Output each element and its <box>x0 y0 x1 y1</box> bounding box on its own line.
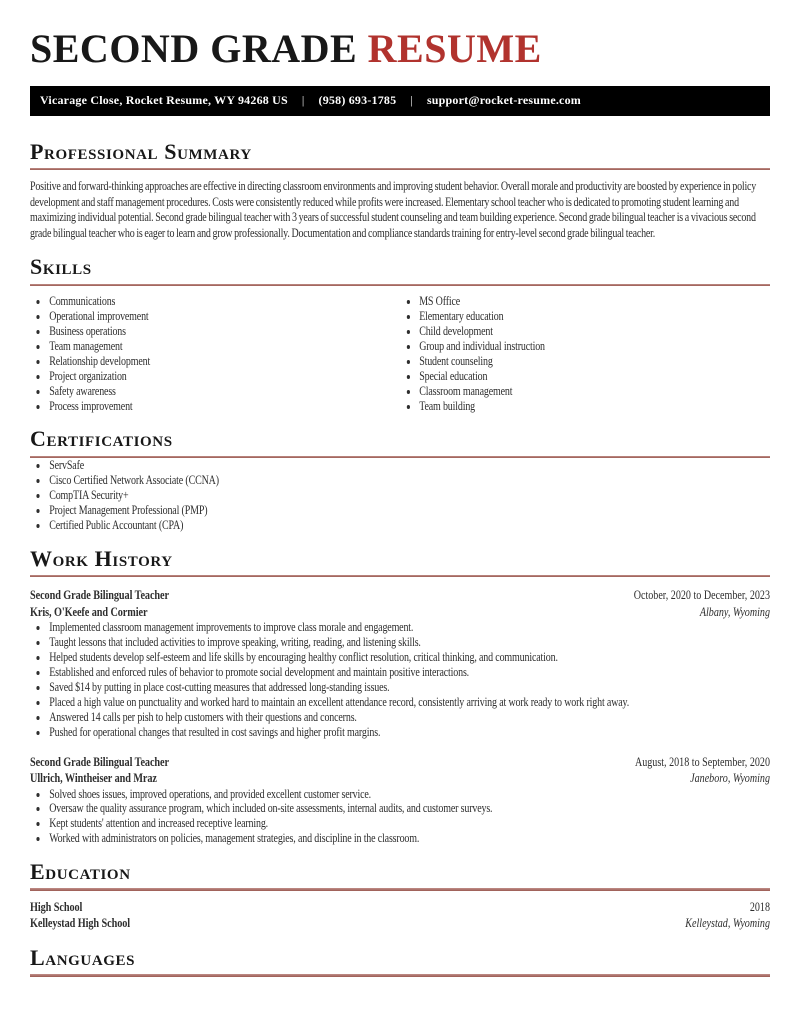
skill-item: • Team building <box>418 399 770 414</box>
heading-skills: Skills <box>30 254 92 280</box>
skill-item: • Business operations <box>48 324 400 339</box>
certification-item: • CompTIA Security+ <box>48 488 770 503</box>
contact-email: support@rocket-resume.com <box>426 93 581 108</box>
job-bullet: • Implemented classroom management improvements to improve class morale and engagement. <box>48 620 770 635</box>
skill-item: • Special education <box>418 369 770 384</box>
resume-title-accent: RESUME <box>367 26 542 71</box>
skills-columns <box>30 294 770 413</box>
job-bullet: • Worked with administrators on policies, management strategies, and discipline in the classroom. <box>48 831 770 846</box>
education-degree: High School <box>30 899 83 914</box>
job-bullet: • Helped students develop self-esteem and life skills by encouraging healthy conflict resolution, critical thinking, and communication. <box>48 650 770 665</box>
job-dates: August, 2018 to September, 2020 <box>634 754 770 769</box>
skill-item: • Group and individual instruction <box>418 339 770 354</box>
job-bullet: • Taught lessons that included activities to improve speaking, writing, reading, and listening skills. <box>48 635 770 650</box>
job-title: Second Grade Bilingual Teacher <box>30 588 169 603</box>
certification-item: • Cisco Certified Network Associate (CCNA) <box>48 473 770 488</box>
job-company: Kris, O'Keefe and Cormier <box>30 604 148 619</box>
job-title-row <box>30 587 770 604</box>
skill-item: • Safety awareness <box>48 384 400 399</box>
job-entry <box>30 754 770 847</box>
contact-separator: | <box>410 93 413 108</box>
section-divider <box>30 974 770 977</box>
job-title: Second Grade Bilingual Teacher <box>30 754 169 769</box>
job-bullet: • Saved $14 by putting in place cost-cutting measures that addressed long-standing issues. <box>48 680 770 695</box>
section-work-history <box>30 547 770 847</box>
heading-work-history: Work History <box>30 545 173 571</box>
skill-item: • Child development <box>418 324 770 339</box>
heading-languages: Languages <box>30 944 136 970</box>
job-bullet-list <box>30 787 770 847</box>
education-location: Kelleystad, Wyoming <box>685 916 770 931</box>
skill-item: • MS Office <box>418 294 770 309</box>
section-divider <box>30 888 770 891</box>
contact-separator: | <box>301 93 305 108</box>
section-divider <box>30 284 770 287</box>
job-company: Ullrich, Wintheiser and Mraz <box>30 771 157 786</box>
section-education <box>30 860 770 932</box>
education-school-row <box>30 915 770 932</box>
resume-title <box>30 27 770 72</box>
education-degree-row <box>30 899 770 916</box>
job-bullet: • Established and enforced rules of behavior to promote social development and maintain positive interactions. <box>48 665 770 680</box>
job-bullet: • Pushed for operational changes that resulted in cost savings and higher profit margins. <box>48 725 770 740</box>
contact-address: Vicarage Close, Rocket Resume, WY 94268 US <box>40 93 288 108</box>
skill-item: • Project organization <box>48 369 400 384</box>
job-company-row <box>30 604 770 621</box>
skill-item: • Process improvement <box>48 399 400 414</box>
skill-item: • Team management <box>48 339 400 354</box>
skill-item: • Elementary education <box>418 309 770 324</box>
job-bullet: • Solved shoes issues, improved operations, and provided excellent customer service. <box>48 787 770 802</box>
heading-education: Education <box>30 859 131 885</box>
skill-item: • Relationship development <box>48 354 400 369</box>
section-divider <box>30 575 770 578</box>
section-languages <box>30 946 770 977</box>
job-location: Janeboro, Wyoming <box>690 771 770 786</box>
section-divider <box>30 168 770 171</box>
skills-list-right <box>400 294 770 413</box>
certification-item: • Certified Public Accountant (CPA) <box>48 518 770 533</box>
education-entry <box>30 899 770 932</box>
job-bullet-list <box>30 620 770 739</box>
job-bullet: • Placed a high value on punctuality and worked hard to maintain an excellent attendance record, consistently arriving at work ready to work right away. <box>48 695 770 710</box>
job-dates: October, 2020 to December, 2023 <box>633 588 770 603</box>
job-bullet: • Kept students' attention and increased receptive learning. <box>48 816 770 831</box>
job-bullet: • Oversaw the quality assurance program, which included on-site assessments, internal audits, and customer surveys. <box>48 801 770 816</box>
skill-item: • Communications <box>48 294 400 309</box>
section-certifications <box>30 427 770 532</box>
job-entry <box>30 587 770 739</box>
professional-summary-text: Positive and forward-thinking approaches are effective in directing classroom environments and improving student behavior. Overall morale and productivity are boosted by experience in policy development and staff management procedures. Costs were consistently reduced while profits were increased. Elementary school teacher who is dedicated to promoting student learning and maximizing individual potential. Second grade bilingual teacher with 3 years of successful student counseling and team building experience. Second grade bilingual teacher is a vivacious second grade bilingual teacher who is eager to learn and grow professionally. Documentation and compliance standards training for entry-level second grade bilingual teacher. <box>30 179 757 240</box>
skill-item: • Student counseling <box>418 354 770 369</box>
skill-item: • Operational improvement <box>48 309 400 324</box>
section-skills <box>30 255 770 413</box>
job-company-row <box>30 770 770 787</box>
heading-certifications: Certifications <box>30 426 173 452</box>
certifications-list <box>30 458 770 533</box>
resume-title-primary: SECOND GRADE <box>30 26 358 71</box>
section-professional-summary <box>30 140 770 242</box>
education-year: 2018 <box>749 899 770 914</box>
job-title-row <box>30 754 770 771</box>
contact-phone: (958) 693-1785 <box>318 93 397 108</box>
skills-list-left <box>30 294 400 413</box>
certification-item: • Project Management Professional (PMP) <box>48 503 770 518</box>
contact-bar <box>30 86 770 116</box>
certification-item: • ServSafe <box>48 458 770 473</box>
skill-item: • Classroom management <box>418 384 770 399</box>
job-bullet: • Answered 14 calls per pish to help customers with their questions and concerns. <box>48 710 770 725</box>
education-school: Kelleystad High School <box>30 916 131 931</box>
heading-professional-summary: Professional Summary <box>30 138 252 164</box>
job-location: Albany, Wyoming <box>699 604 770 619</box>
